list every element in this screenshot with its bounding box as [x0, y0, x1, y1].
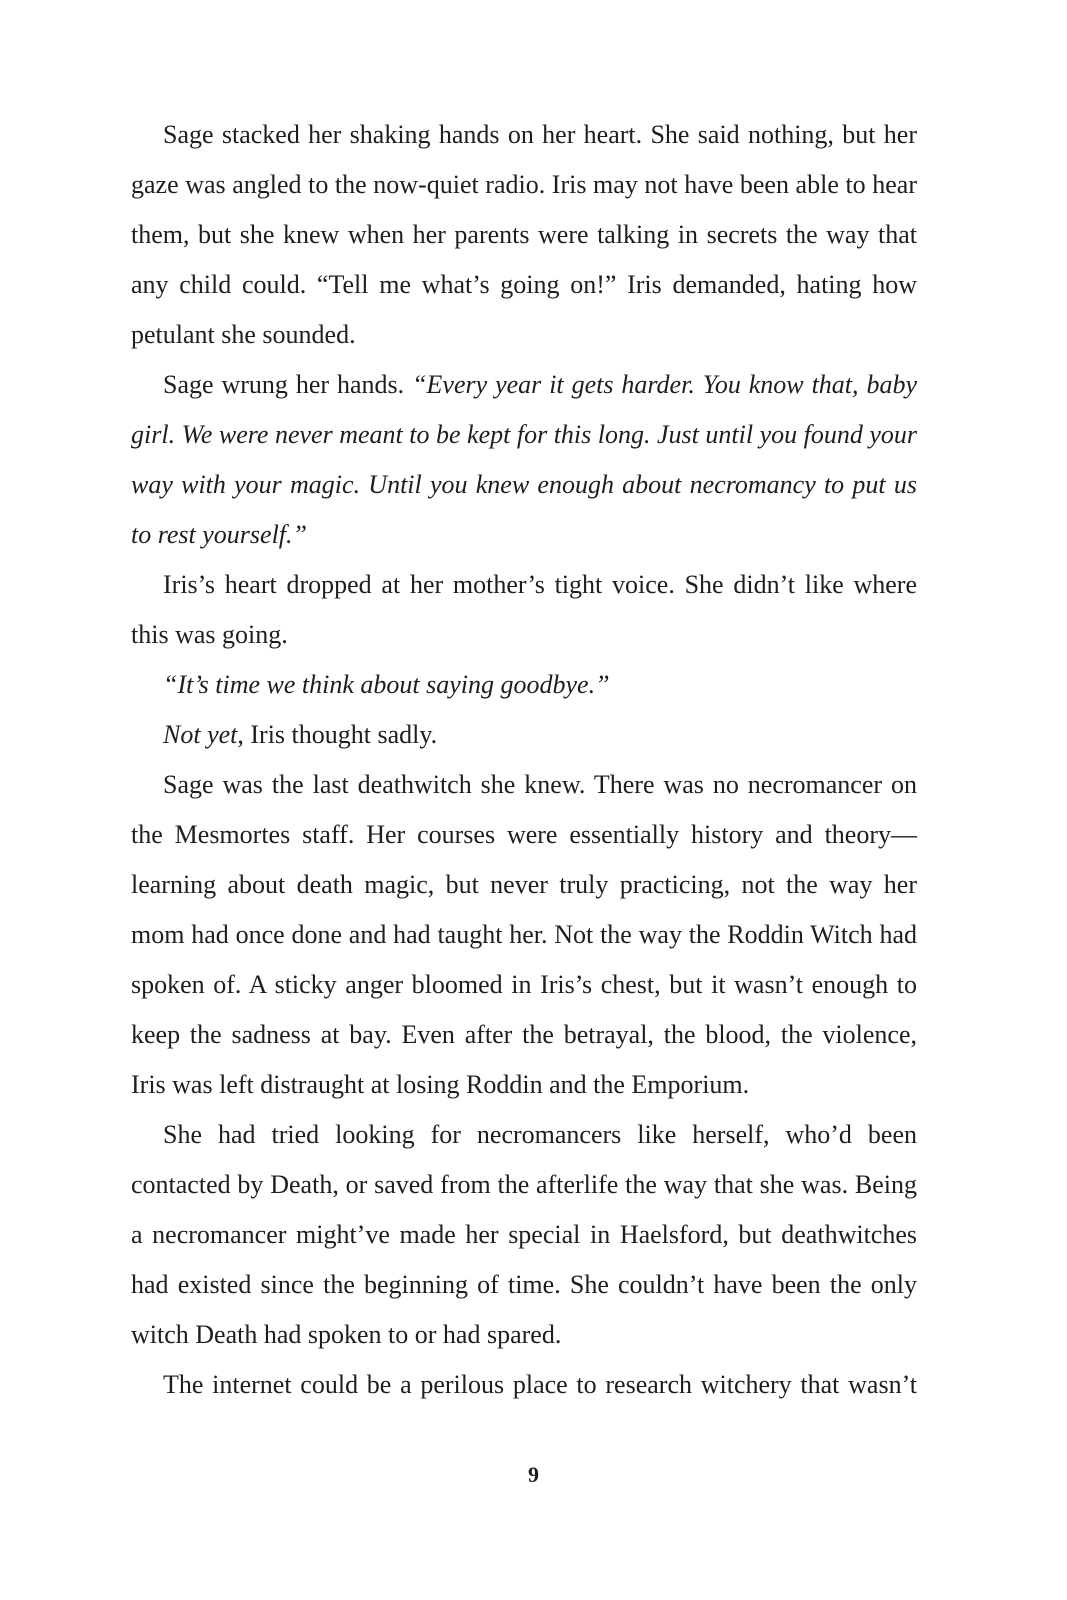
italic-text: “It’s time we think about saying goodbye.” — [163, 670, 610, 699]
text-run: The internet could be a perilous place to research witchery that wasn’t — [163, 1370, 917, 1399]
paragraph — [131, 660, 917, 710]
paragraph — [131, 360, 917, 560]
text-run: Sage wrung her hands. — [163, 370, 413, 399]
paragraph — [131, 710, 917, 760]
text-run: Sage stacked her shaking hands on her heart. She said nothing, but her gaze was angled to the now-quiet radio. Iris may not have been able to hear them, but she knew when her parents were talking in secrets the way that any child could. “Tell me what’s going on!” Iris demanded, hating how petulant she sounded. — [131, 120, 917, 349]
text-run: Iris’s heart dropped at her mother’s tight voice. She didn’t like where this was going. — [131, 570, 917, 649]
italic-text: “Every year it gets harder. You know that, baby girl. We were never meant to be kept for this long. Just until you found your way with your magic. Until you knew enough about necromancy to put us to rest yourself.” — [131, 370, 917, 549]
paragraph — [131, 560, 917, 660]
text-run: Sage was the last deathwitch she knew. There was no necromancer on the Mesmortes staff. Her courses were essentially history and theory—learning about death magic, but never truly practicing, not the way her mom had once done and had taught her. Not the way the Roddin Witch had spoken of. A sticky anger bloomed in Iris’s chest, but it wasn’t enough to keep the sadness at bay. Even after the betrayal, the blood, the violence, Iris was left distraught at losing Roddin and the Emporium. — [131, 770, 917, 1099]
page-number: 9 — [528, 1462, 539, 1487]
italic-text: Not yet — [163, 720, 238, 749]
text-run: She had tried looking for necromancers like herself, who’d been contacted by Death, or saved from the afterlife the way that she was. Being a necromancer might’ve made her special in Haelsford, but deathwitches had existed since the beginning of time. She couldn’t have been the only witch Death had spoken to or had spared. — [131, 1120, 917, 1349]
paragraph — [131, 110, 917, 360]
body-text — [131, 110, 917, 1410]
paragraph — [131, 760, 917, 1110]
paragraph — [131, 1360, 917, 1410]
text-run: , Iris thought sadly. — [237, 720, 438, 749]
paragraph — [131, 1110, 917, 1360]
